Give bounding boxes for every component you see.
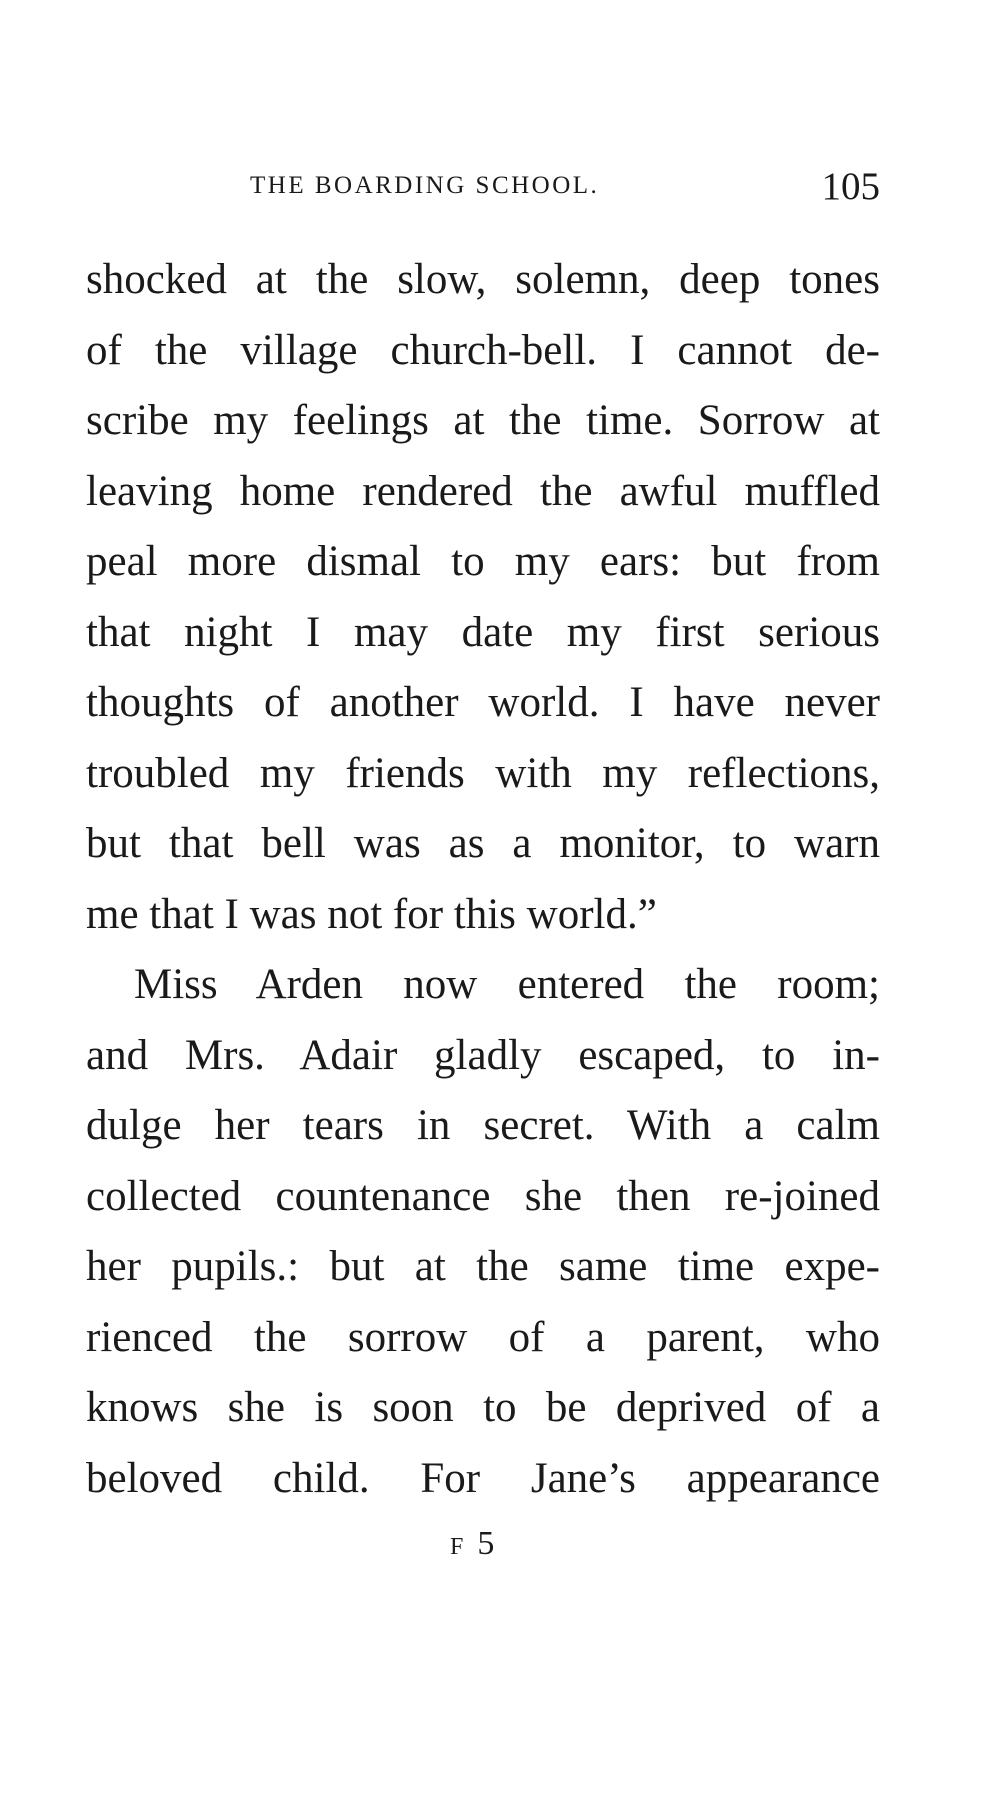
text-line: thoughts of another world. I have never	[86, 679, 880, 726]
body-text	[86, 245, 880, 1514]
text-line: that night I may date my first serious	[86, 608, 880, 656]
text-line: but that bell was as a monitor, to warn	[86, 820, 880, 867]
text-line: me that I was not for this world.”	[86, 890, 657, 938]
text-line: leaving home rendered the awful muffled	[86, 467, 880, 515]
text-line: beloved child. For Jane’s appearance	[86, 1454, 880, 1502]
signature-mark	[450, 1525, 502, 1563]
text-line: collected countenance she then re-joined	[86, 1172, 880, 1220]
running-head	[250, 164, 880, 208]
text-line: scribe my feelings at the time. Sorrow at	[86, 397, 880, 444]
signature-letter: F	[450, 1534, 478, 1560]
text-line: dulge her tears in secret. With a calm	[86, 1102, 880, 1149]
text-line: rienced the sorrow of a parent, who	[86, 1313, 880, 1361]
signature-number: 5	[477, 1525, 503, 1562]
page-number: 105	[821, 165, 880, 208]
text-line: of the village church-bell. I cannot de-	[86, 326, 880, 374]
text-line: Miss Arden now entered the room;	[134, 961, 880, 1008]
text-line: shocked at the slow, solemn, deep tones	[86, 256, 880, 303]
text-line: troubled my friends with my reflections,	[86, 749, 880, 797]
text-line: peal more dismal to my ears: but from	[86, 538, 880, 585]
running-title: THE BOARDING SCHOOL.	[250, 172, 600, 199]
text-line: her pupils.: but at the same time expe-	[86, 1243, 880, 1290]
text-line: and Mrs. Adair gladly escaped, to in-	[86, 1031, 880, 1079]
text-line: knows she is soon to be deprived of a	[86, 1384, 880, 1431]
